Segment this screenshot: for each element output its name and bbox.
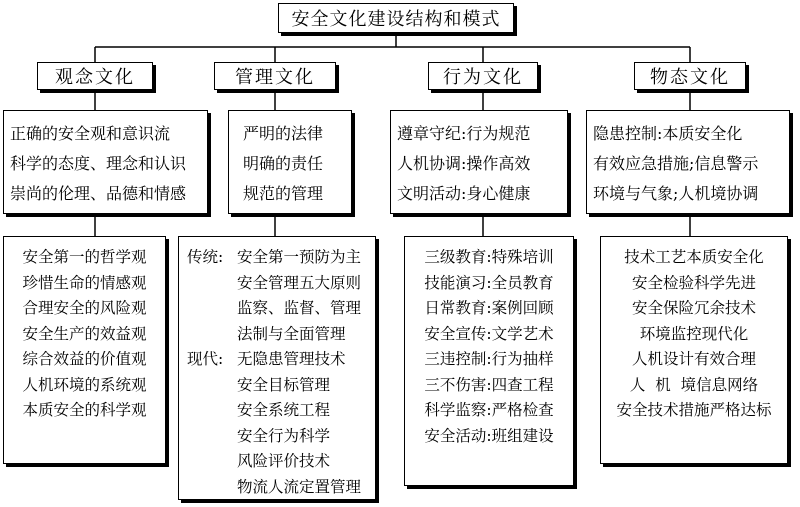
list-item: 人机环境的系统观 xyxy=(22,375,147,394)
principle-line: 崇尚的伦理、品德和情感 xyxy=(10,184,187,203)
management-row xyxy=(187,271,371,297)
category-header-management xyxy=(214,62,336,90)
management-traditional-row xyxy=(187,245,371,271)
principle-line: 遵章守纪:行为规范 xyxy=(397,124,531,143)
group-label-modern: 现代: xyxy=(187,350,224,368)
management-row xyxy=(187,322,371,348)
group-label-traditional: 传统: xyxy=(187,248,224,266)
principle-line: 明确的责任 xyxy=(243,154,324,173)
list-item: 人机设计有效合理 xyxy=(631,350,756,368)
list-item: 风险评价技术 xyxy=(237,452,331,470)
principle-line: 严明的法律 xyxy=(243,124,324,143)
diagram-title-text: 安全文化建设结构和模式 xyxy=(291,9,501,30)
list-item: 本质安全的科学观 xyxy=(22,401,147,419)
list-item: 安全宣传:文学艺术 xyxy=(424,324,554,343)
list-item: 安全生产的效益观 xyxy=(22,324,147,343)
category-header-behavior xyxy=(428,62,538,90)
list-item: 安全行为科学 xyxy=(237,426,331,445)
list-item: 安全第一的哲学观 xyxy=(22,248,147,266)
list-item: 物流人流定置管理 xyxy=(237,477,362,496)
principles-box-concept xyxy=(3,110,208,214)
category-header-material xyxy=(634,62,746,90)
management-row xyxy=(187,475,371,501)
principles-box-management xyxy=(228,110,352,214)
principle-line: 有效应急措施;信息警示 xyxy=(593,154,759,173)
principle-line: 文明活动:身心健康 xyxy=(397,184,531,203)
principles-box-material xyxy=(586,110,790,214)
list-item: 法制与全面管理 xyxy=(237,324,346,343)
diagram-title xyxy=(278,3,514,33)
management-row xyxy=(187,449,371,475)
category-name: 观念文化 xyxy=(55,67,135,88)
management-row xyxy=(187,398,371,424)
list-item: 安全目标管理 xyxy=(237,375,331,394)
list-item: 合理安全的风险观 xyxy=(22,299,147,317)
list-item: 科学监察:严格检查 xyxy=(424,401,554,419)
principle-line: 正确的安全观和意识流 xyxy=(10,124,171,143)
list-item: 人 机 境信息网络 xyxy=(629,375,759,394)
list-item: 监察、监督、管理 xyxy=(237,299,362,317)
list-item: 综合效益的价值观 xyxy=(22,350,147,368)
list-item: 环境监控现代化 xyxy=(639,324,749,343)
management-row xyxy=(187,424,371,450)
category-name: 管理文化 xyxy=(235,67,315,88)
items-box-concept xyxy=(3,236,166,464)
category-name: 行为文化 xyxy=(443,67,523,88)
management-row xyxy=(187,373,371,399)
items-box-management xyxy=(178,236,376,500)
list-item: 安全活动:班组建设 xyxy=(424,426,554,445)
management-modern-row xyxy=(187,347,371,373)
list-item: 技术工艺本质安全化 xyxy=(624,248,764,266)
category-header-concept xyxy=(37,62,153,90)
principle-line: 科学的态度、理念和认识 xyxy=(10,154,187,173)
list-item: 安全保险冗余技术 xyxy=(631,299,756,317)
principle-line: 环境与气象;人机境协调 xyxy=(593,184,759,203)
list-item: 三级教育:特殊培训 xyxy=(424,248,554,266)
principle-line: 规范的管理 xyxy=(243,184,324,203)
list-item: 日常教育:案例回顾 xyxy=(424,299,554,317)
list-item: 珍惜生命的情感观 xyxy=(22,273,147,292)
list-item: 技能演习:全员教育 xyxy=(424,273,554,292)
list-item: 无隐患管理技术 xyxy=(237,350,346,368)
list-item: 安全技术措施严格达标 xyxy=(616,401,772,419)
category-name: 物态文化 xyxy=(650,67,730,88)
list-item: 三违控制:行为抽样 xyxy=(424,350,554,368)
principle-line: 隐患控制:本质安全化 xyxy=(593,124,743,143)
list-item: 安全系统工程 xyxy=(237,401,331,419)
list-item: 安全第一预防为主 xyxy=(237,248,362,266)
principle-line: 人机协调:操作高效 xyxy=(397,154,531,173)
list-item: 三不伤害:四查工程 xyxy=(424,375,554,394)
principles-box-behavior xyxy=(390,110,568,214)
management-row xyxy=(187,296,371,322)
items-box-behavior xyxy=(404,236,574,486)
list-item: 安全检验科学先进 xyxy=(631,273,756,292)
list-item: 安全管理五大原则 xyxy=(237,273,362,292)
items-box-material xyxy=(600,236,788,464)
